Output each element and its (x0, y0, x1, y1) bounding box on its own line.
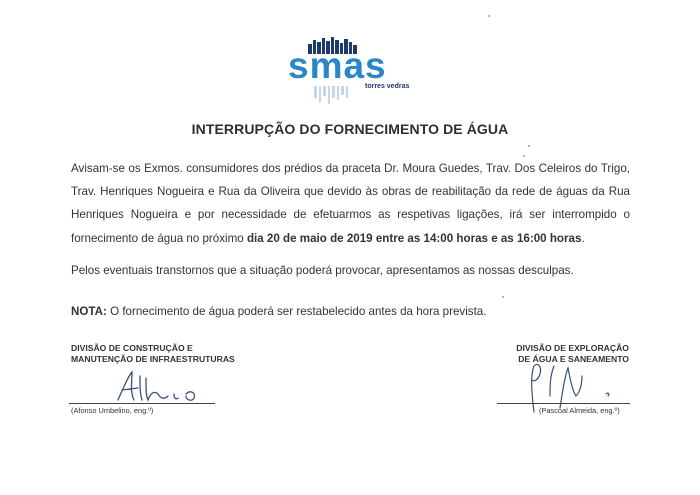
logo-letters: smas (288, 45, 387, 86)
document-title: INTERRUPÇÃO DO FORNECIMENTO DE ÁGUA (191, 121, 509, 137)
scan-speck (488, 15, 490, 17)
notice-text: Avisam-se os Exmos. consumidores dos prédios da praceta Dr. Moura Guedes, Trav. Dos Celeiros do Trigo, Trav. Henriques Nogueira e Rua da Oliveira que devido às obras de reabilitação da rede de águas da Rua Henriques Nogueira e por necessidade de efetuarmos as respetivas ligações, irá ser interrompido o fornecimento de água no próximo (71, 162, 630, 245)
logo-subtitle: torres vedras (365, 83, 410, 90)
left-signatory-name: (Afonso Umbelino, eng.º) (71, 406, 154, 415)
smas-logo (286, 34, 416, 106)
right-signature-line (497, 403, 630, 404)
right-division-line2: DE ÁGUA E SANEAMENTO (518, 354, 629, 364)
notice-text-end: . (581, 231, 585, 245)
right-signatory-name: (Pascoal Almeida, eng.º) (539, 406, 620, 415)
right-division-line1: DIVISÃO DE EXPLORAÇÃO (516, 343, 629, 353)
left-signature-line (69, 403, 215, 404)
note-text: O fornecimento de água poderá ser restabelecido antes da hora prevista. (106, 305, 487, 318)
note-paragraph (71, 300, 630, 323)
scan-speck (502, 296, 504, 298)
interruption-date: dia 20 de maio de 2019 entre as 14:00 horas e as 16:00 horas (246, 231, 582, 245)
note-label: NOTA: (71, 305, 107, 318)
left-division-heading (71, 343, 291, 365)
left-division-line1: DIVISÃO DE CONSTRUÇÃO E (71, 343, 193, 353)
scan-speck (528, 145, 530, 147)
left-division-line2: MANUTENÇÃO DE INFRAESTRUTURAS (71, 354, 235, 364)
scan-speck (523, 155, 525, 157)
apology-paragraph: Pelos eventuais transtornos que a situação poderá provocar, apresentamos as nossas desculpas. (71, 264, 574, 277)
notice-paragraph (71, 157, 630, 250)
left-signature (110, 368, 210, 404)
